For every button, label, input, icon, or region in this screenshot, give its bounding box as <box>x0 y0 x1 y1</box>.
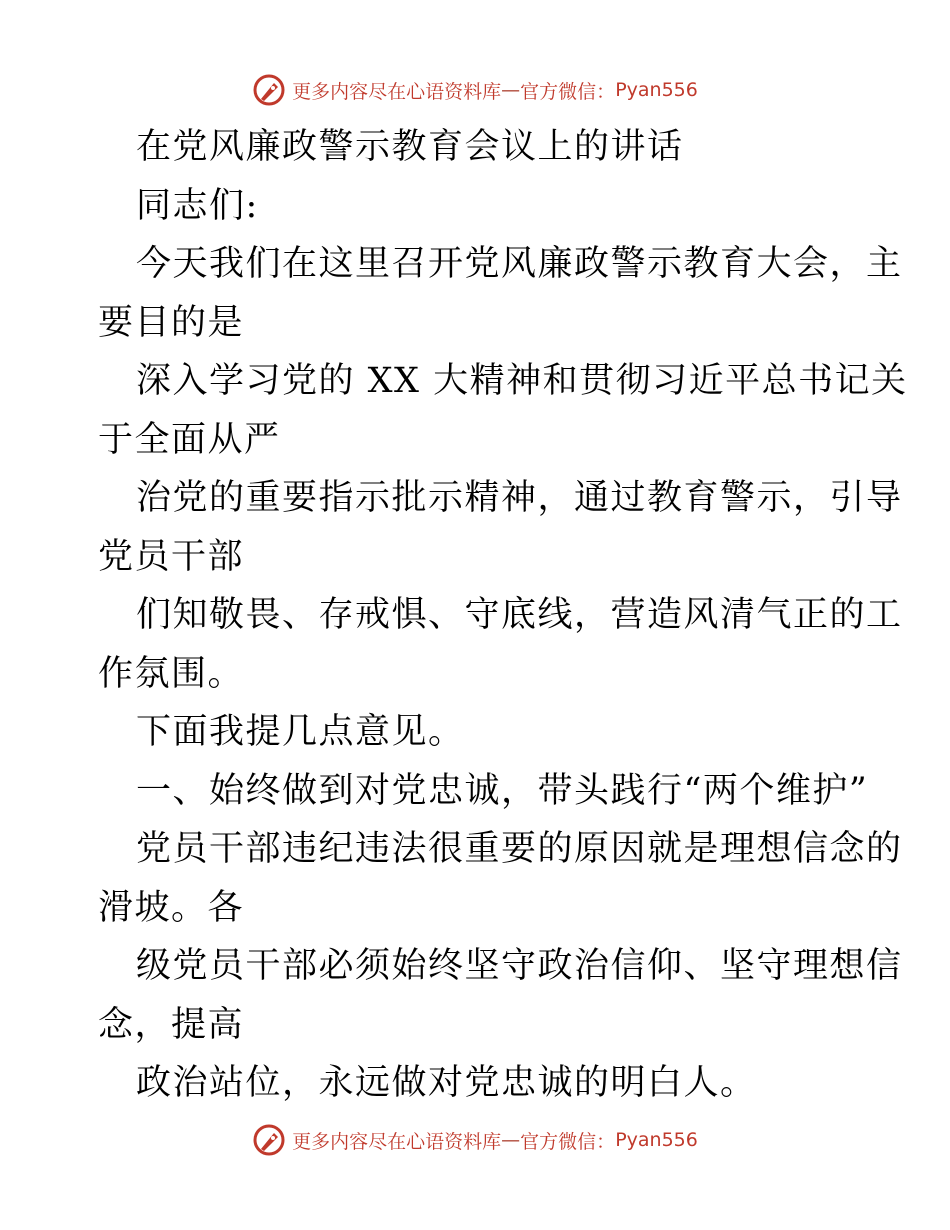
text-line: 于全面从严 <box>98 419 281 460</box>
text-line: 同志们: <box>136 185 259 226</box>
watermark-text: 更多内容尽在心语资料库 <box>292 1130 502 1153</box>
text-line: 党员干部违纪违法很重要的原因就是理想信念的 <box>136 829 903 869</box>
watermark-account: Pyan556 <box>615 79 698 101</box>
text-line: 级党员干部必须始终坚守政治信仰、坚守理想信 <box>136 946 903 986</box>
watermark-separator: — <box>501 1129 521 1151</box>
watermark-header <box>0 70 950 110</box>
text-line: 作氛围。 <box>98 653 245 694</box>
watermark-account-label: 官方微信： <box>520 1130 616 1153</box>
pen-nib-logo-icon <box>252 1123 286 1157</box>
watermark-account: Pyan556 <box>615 1129 698 1151</box>
text-line: 滑坡。各 <box>98 887 245 928</box>
text-line: 政治站位，永远做对党忠诚的明白人。 <box>136 1063 757 1103</box>
text-line: 在党风廉政警示教育会议上的讲话 <box>136 127 684 167</box>
text-line: 党员干部 <box>98 536 245 577</box>
watermark-separator: — <box>501 79 521 101</box>
text-line: 们知敬畏、存戒惧、守底线，营造风清气正的工 <box>136 595 903 635</box>
text-line: 深入学习党的 XX 大精神和贯彻习近平总书记关 <box>136 361 908 401</box>
watermark-footer <box>0 1120 950 1160</box>
pen-nib-logo-icon <box>252 73 286 107</box>
text-line: 下面我提几点意见。 <box>136 712 465 752</box>
document-body <box>98 118 908 1113</box>
text-line: 治党的重要指示批示精神，通过教育警示，引导 <box>136 478 903 518</box>
watermark-text: 更多内容尽在心语资料库 <box>292 80 502 103</box>
text-line: 今天我们在这里召开党风廉政警示教育大会，主 <box>136 244 903 284</box>
watermark-account-label: 官方微信： <box>520 80 616 103</box>
text-line: 一、始终做到对党忠诚，带头践行“两个维护” <box>136 770 869 811</box>
text-line: 要目的是 <box>98 302 245 343</box>
text-line: 念，提高 <box>98 1004 245 1045</box>
